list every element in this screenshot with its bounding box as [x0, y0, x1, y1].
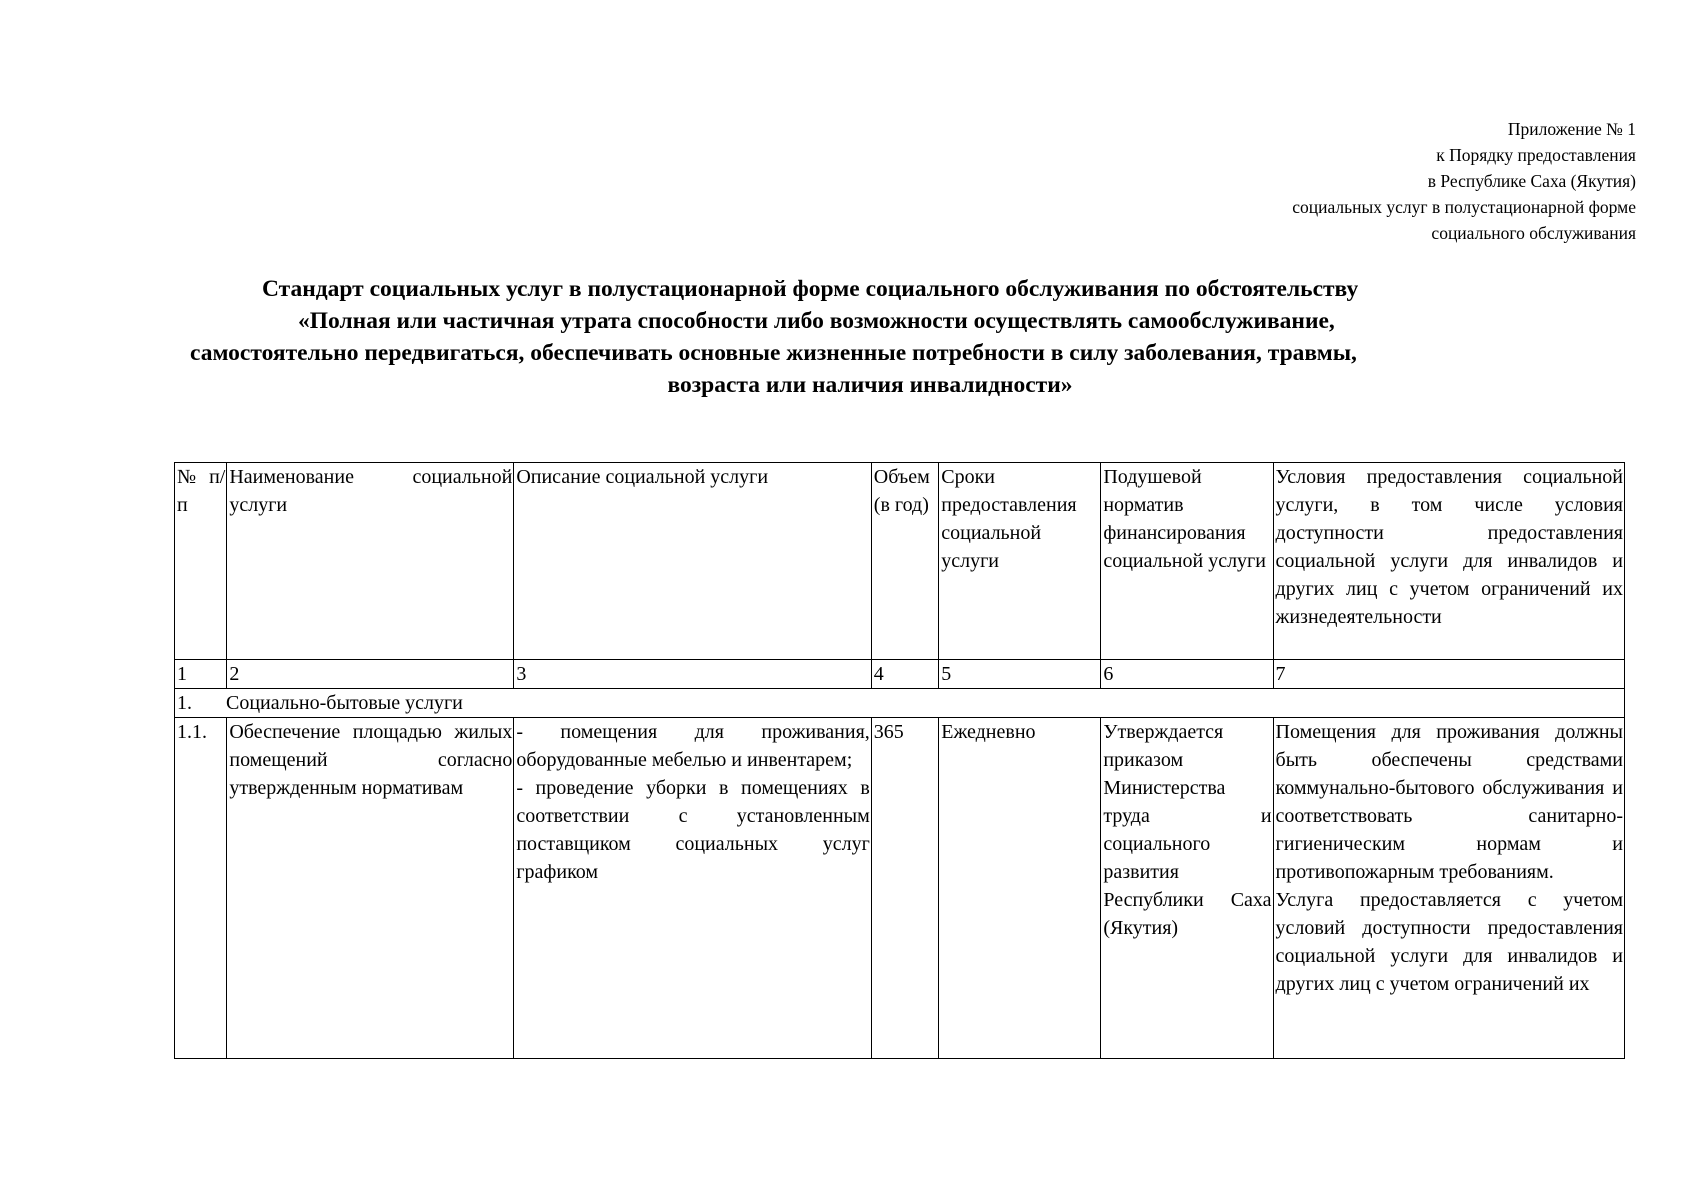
row-service-description	[514, 718, 871, 1059]
section-cell	[175, 689, 1625, 718]
section-number: 1.	[177, 692, 192, 714]
column-number: 2	[227, 660, 514, 689]
header-num: № п/п	[175, 463, 227, 660]
column-number-row	[175, 660, 1625, 689]
document-title	[150, 273, 1570, 401]
row-conditions	[1273, 718, 1624, 1059]
appendix-line: в Республике Саха (Якутия)	[1427, 171, 1636, 191]
description-paragraph: - проведение уборки в помещениях в соответствии с установленным поставщиком социальных услуг графиком	[516, 777, 870, 883]
row-volume: 365	[871, 718, 938, 1059]
description-paragraph: - помещения для проживания, оборудованные мебелью и инвентарем;	[516, 721, 870, 771]
title-line: самостоятельно передвигаться, обеспечивать основные жизненные потребности в силу заболевания, травмы,	[190, 340, 1357, 366]
header-conditions: Условия предоставления социальной услуги, в том числе условия доступности предоставления социальной услуги для инвалидов и других лиц с учетом ограничений их жизнедеятельности	[1273, 463, 1624, 660]
title-line: Стандарт социальных услуг в полустационарной форме социального обслуживания по обстоятельству	[262, 276, 1359, 302]
section-row	[175, 689, 1625, 718]
header-term: Сроки предоставления социальной услуги	[939, 463, 1101, 660]
row-financing-norm: Утверждается приказом Министерства труда и социального развития Республики Саха (Якутия)	[1101, 718, 1273, 1059]
header-financing-norm: Подушевой норматив финансирования социальной услуги	[1101, 463, 1273, 660]
appendix-reference	[1076, 116, 1636, 246]
header-volume: Объем (в год)	[871, 463, 938, 660]
appendix-line: Приложение № 1	[1507, 119, 1636, 139]
row-term: Ежедневно	[939, 718, 1101, 1059]
appendix-line: социальных услуг в полустационарной форме	[1292, 197, 1636, 217]
appendix-line: социального обслуживания	[1431, 223, 1636, 243]
row-service-name: Обеспечение площадью жилых помещений согласно утвержденным нормативам	[227, 718, 514, 1059]
title-line: «Полная или частичная утрата способности либо возможности осуществлять самообслуживание,	[298, 308, 1335, 334]
column-number: 3	[514, 660, 871, 689]
services-standard-table	[174, 462, 1625, 1059]
table-header-row	[175, 463, 1625, 660]
section-title: Социально-бытовые услуги	[226, 692, 463, 714]
conditions-paragraph: Услуга предоставляется с учетом условий доступности предоставления социальной услуги для инвалидов и других лиц с учетом ограничений их	[1275, 889, 1623, 995]
column-number: 1	[175, 660, 227, 689]
column-number: 4	[871, 660, 938, 689]
title-line: возраста или наличия инвалидности»	[667, 372, 1073, 398]
table-row	[175, 718, 1625, 1059]
header-service-name: Наименование социальной услуги	[227, 463, 514, 660]
column-number: 7	[1273, 660, 1624, 689]
row-num: 1.1.	[175, 718, 227, 1059]
column-number: 5	[939, 660, 1101, 689]
appendix-line: к Порядку предоставления	[1436, 145, 1636, 165]
column-number: 6	[1101, 660, 1273, 689]
conditions-paragraph: Помещения для проживания должны быть обеспечены средствами коммунально-бытового обслуживания и соответствовать санитарно-гигиеническим нормам и противопожарным требованиям.	[1275, 721, 1623, 883]
header-service-description: Описание социальной услуги	[514, 463, 871, 660]
